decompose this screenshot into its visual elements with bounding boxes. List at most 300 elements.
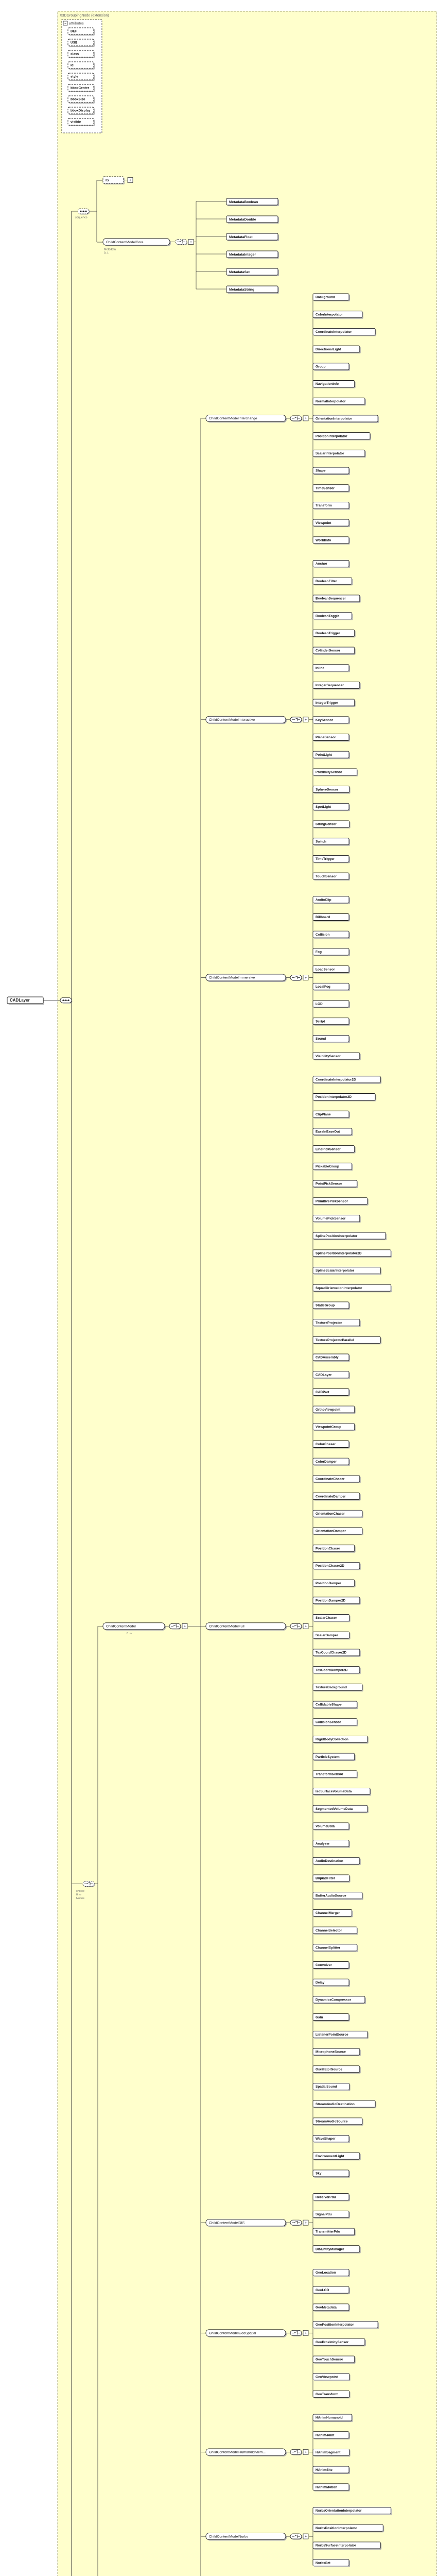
- element-box-receiverpdu[interactable]: [313, 2194, 350, 2201]
- element-box-primitivepicksensor[interactable]: [313, 1198, 369, 1206]
- element-box-script[interactable]: [313, 1018, 350, 1026]
- choice-occurs: 0..∞: [76, 1893, 82, 1896]
- element-box-geolod[interactable]: [313, 2286, 350, 2294]
- element-box-volumepicksensor[interactable]: [313, 1215, 361, 1223]
- element-box-squadorientationinterpolator[interactable]: [313, 1284, 392, 1292]
- element-label: bboxSize: [71, 97, 85, 101]
- element-label: ListenerPointSource: [316, 2033, 348, 2037]
- element-box-navigationinfo[interactable]: [313, 381, 356, 388]
- element-box-particlesystem[interactable]: [313, 1753, 356, 1761]
- element-label: SplinePositionInterpolator2D: [316, 1251, 362, 1256]
- element-box-hanimhumanoid[interactable]: [313, 2414, 353, 2422]
- element-label: Gain: [316, 2015, 323, 2020]
- group-box-childcontentmodelinterchange[interactable]: [206, 415, 287, 422]
- group-box-childcontentmodelgeospatial[interactable]: [206, 2330, 287, 2337]
- element-box-convolver[interactable]: [313, 1962, 350, 1970]
- element-box-positiondamper2d[interactable]: [313, 1597, 361, 1605]
- element-label: EaseInEaseOut: [316, 1130, 340, 1134]
- element-label: SquadOrientationInterpolator: [316, 1286, 362, 1290]
- element-box-textureprojector[interactable]: [313, 1319, 361, 1327]
- element-label: Billboard: [316, 916, 330, 920]
- element-box-cadlayer[interactable]: [313, 1371, 350, 1379]
- element-label: MetadataFloat: [229, 235, 253, 239]
- group-box-childcontentmodelhumanoidanim[interactable]: [206, 2449, 287, 2456]
- element-box-anchor[interactable]: [313, 561, 350, 568]
- element-label: Fog: [316, 950, 322, 954]
- element-label: ChannelSplitter: [316, 1946, 341, 1950]
- element-box-booleanfilter[interactable]: [313, 578, 353, 585]
- element-box-orthoviewpoint[interactable]: [313, 1406, 356, 1414]
- element-box-hanimsegment[interactable]: [313, 2449, 351, 2456]
- element-box-hanimsite[interactable]: [313, 2466, 350, 2474]
- element-box-orientationchaser[interactable]: [313, 1510, 363, 1518]
- element-label: ChannelSelector: [316, 1928, 342, 1933]
- element-label: CoordinateChaser: [316, 1477, 345, 1481]
- element-box-hanimmotion[interactable]: [313, 2484, 350, 2492]
- element-label: GeoLOD: [316, 2288, 329, 2292]
- choice-compositor: [169, 1623, 187, 1630]
- sequence-compositor: [60, 998, 73, 1004]
- element-label: ParticleSystem: [316, 1755, 340, 1759]
- element-box-viewpointgroup[interactable]: [313, 1423, 356, 1431]
- element-box-metadataset[interactable]: [226, 268, 279, 276]
- element-box-loadsensor[interactable]: [313, 966, 350, 974]
- element-box-geometadata[interactable]: [313, 2304, 350, 2312]
- element-box-transformsensor[interactable]: [313, 1771, 358, 1778]
- element-box-switch[interactable]: [313, 838, 350, 846]
- element-box-geoproximitysensor[interactable]: [313, 2338, 366, 2346]
- element-label: ViewpointGroup: [316, 1425, 342, 1429]
- element-box-texcoorddamper2d[interactable]: [313, 1667, 361, 1674]
- element-label: SpotLight: [316, 805, 331, 809]
- element-label: TransmitterPdu: [316, 2230, 340, 2234]
- element-label: AudioDestination: [316, 1859, 343, 1863]
- element-box-coordinateinterpolator[interactable]: [313, 328, 376, 336]
- element-box-directionallight[interactable]: [313, 346, 361, 353]
- choice-compositor: [290, 975, 308, 981]
- element-label: ClipPlane: [316, 1112, 331, 1116]
- element-label: GeoMetadata: [316, 2306, 337, 2310]
- element-box-viewpoint[interactable]: [313, 519, 350, 527]
- element-label: CylinderSensor: [316, 649, 341, 653]
- element-label: MetadataString: [229, 287, 255, 292]
- element-label: TexCoordDamper2D: [316, 1668, 348, 1672]
- choice-compositor: [290, 2220, 308, 2226]
- element-box-orientationdamper[interactable]: [313, 1528, 363, 1535]
- svg-text:+: +: [304, 976, 307, 980]
- element-label: DynamicsCompressor: [316, 1998, 351, 2002]
- element-box-collision[interactable]: [313, 931, 350, 939]
- element-box-staticgroup[interactable]: [313, 1302, 350, 1310]
- group-label: ChildContentModelHumanoidAnim...: [209, 2450, 266, 2454]
- element-label: CADLayer: [10, 998, 30, 1003]
- element-box-nurbsorientationinterpolator[interactable]: [313, 2507, 392, 2515]
- element-box-channelselector[interactable]: [313, 1927, 358, 1935]
- element-label: ReceiverPdu: [316, 2195, 336, 2199]
- element-label: Sky: [316, 2172, 322, 2176]
- group-box-childcontentmodelinteractive[interactable]: [206, 716, 287, 724]
- element-box-keysensor[interactable]: [313, 717, 350, 724]
- choice-compositor: [290, 2330, 308, 2336]
- element-label: Sound: [316, 1037, 326, 1041]
- element-box-id[interactable]: [68, 62, 95, 70]
- element-box-clipplane[interactable]: [313, 1111, 350, 1118]
- choice-compositor: [290, 1623, 308, 1630]
- element-label: ColorDamper: [316, 1460, 337, 1464]
- element-box-spheresensor[interactable]: [313, 786, 351, 794]
- element-label: DEF: [71, 29, 77, 33]
- element-box-booleantrigger[interactable]: [313, 630, 356, 637]
- element-label: TexCoordChaser2D: [316, 1651, 347, 1655]
- element-box-scalarinterpolator[interactable]: [313, 450, 366, 457]
- element-box-metadataboolean[interactable]: [226, 198, 279, 206]
- element-label: ChannelMerger: [316, 1911, 340, 1916]
- element-box-billboard[interactable]: [313, 914, 350, 922]
- element-box-coordinatechaser[interactable]: [313, 1476, 361, 1483]
- element-box-metadatainteger[interactable]: [226, 251, 279, 259]
- element-box-biquadfilter[interactable]: [313, 1875, 351, 1883]
- element-label: CoordinateInterpolator: [316, 330, 352, 334]
- element-label: MetadataBoolean: [229, 200, 258, 204]
- element-label: HAnimSite: [316, 2468, 332, 2472]
- element-box-background[interactable]: [313, 294, 350, 301]
- element-box-streamaudiodestination[interactable]: [313, 2100, 376, 2108]
- element-label: style: [71, 75, 78, 79]
- element-label: GeoTransform: [316, 2393, 339, 2397]
- element-label: ProximitySensor: [316, 770, 342, 774]
- svg-text:+: +: [304, 2450, 307, 2454]
- element-label: TransformSensor: [316, 1772, 343, 1776]
- element-box-use[interactable]: [68, 39, 95, 47]
- element-box-coordinateinterpolator2d[interactable]: [313, 1076, 381, 1084]
- element-box-stringsensor[interactable]: [313, 821, 351, 828]
- element-box-streamaudiosource[interactable]: [313, 2118, 363, 2126]
- element-box-booleansequencer[interactable]: [313, 595, 361, 603]
- element-box-colorchaser[interactable]: [313, 1441, 350, 1449]
- element-box-nurbspositioninterpolator[interactable]: [313, 2524, 384, 2532]
- element-box-nurbsset[interactable]: [313, 2560, 350, 2567]
- element-box-easeineaseout[interactable]: [313, 1128, 353, 1136]
- element-label: IntegerSequencer: [316, 684, 344, 688]
- element-label: PlaneSensor: [316, 736, 336, 740]
- child-model-occurs: 0..∞: [127, 1632, 132, 1635]
- group-box-childcontentmodeldis[interactable]: [206, 2219, 287, 2227]
- svg-text:+: +: [304, 2221, 307, 2225]
- element-label: VolumeData: [316, 1824, 335, 1828]
- element-box-texturebackground[interactable]: [313, 1684, 363, 1691]
- element-label: PositionDamper: [316, 1581, 341, 1585]
- element-box-waveshaper[interactable]: [313, 2136, 350, 2143]
- element-label: USE: [71, 41, 78, 45]
- element-label: id: [71, 63, 74, 67]
- element-box-lod[interactable]: [313, 1001, 350, 1008]
- element-box-worldinfo[interactable]: [313, 537, 350, 545]
- element-box-hanimjoint[interactable]: [313, 2432, 350, 2439]
- element-label: Anchor: [316, 562, 327, 566]
- element-box-def[interactable]: [68, 28, 95, 36]
- group-box-childcontentmodelcore[interactable]: [103, 239, 171, 246]
- group-label: ChildContentModelInterchange: [209, 417, 257, 421]
- element-box-environmentlight[interactable]: [313, 2153, 361, 2160]
- element-box-cylindersensor[interactable]: [313, 647, 356, 655]
- element-box-is[interactable]: [103, 177, 125, 184]
- element-label: EnvironmentLight: [316, 2154, 344, 2158]
- element-box-cadassembly[interactable]: [313, 1354, 350, 1362]
- element-box-touchsensor[interactable]: [313, 873, 350, 880]
- core-group-note: Metadata: [104, 248, 116, 251]
- element-box-bboxcenter[interactable]: [68, 84, 95, 92]
- element-box-splinescalarinterpolator[interactable]: [313, 1267, 381, 1275]
- element-box-microphonesource[interactable]: [313, 2048, 361, 2056]
- element-box-linepicksensor[interactable]: [313, 1146, 356, 1154]
- svg-text:+: +: [304, 2535, 307, 2539]
- element-label: SpatialSound: [316, 2085, 337, 2089]
- element-box-audiodestination[interactable]: [313, 1857, 361, 1865]
- element-box-metadatafloat[interactable]: [226, 233, 279, 241]
- element-box-volumedata[interactable]: [313, 1823, 350, 1831]
- element-label: TextureProjector: [316, 1321, 342, 1325]
- element-label: BiquadFilter: [316, 1876, 335, 1880]
- element-label: CollisionSensor: [316, 1720, 341, 1724]
- element-label: HAnimHumanoid: [316, 2416, 343, 2420]
- element-label: VisibilitySensor: [316, 1054, 341, 1058]
- element-label: LocalFog: [316, 985, 330, 989]
- element-label: OscillatorSource: [316, 2067, 343, 2072]
- element-box-localfog[interactable]: [313, 983, 350, 991]
- element-box-oscillatorsource[interactable]: [313, 2066, 361, 2074]
- choice-compositor: [290, 2449, 308, 2455]
- element-box-disentitymanager[interactable]: [313, 2246, 361, 2253]
- element-label: ScalarChaser: [316, 1616, 337, 1620]
- element-box-positiondamper[interactable]: [313, 1580, 356, 1587]
- element-label: TextureBackground: [316, 1686, 347, 1690]
- element-box-spatialsound[interactable]: [313, 2083, 351, 2091]
- collapse-glyph: −: [64, 22, 67, 26]
- element-box-inline[interactable]: [313, 665, 350, 672]
- element-box-transform[interactable]: [313, 502, 350, 510]
- element-label: WaveShaper: [316, 2137, 336, 2141]
- element-box-splinepositioninterpolator2d[interactable]: [313, 1250, 392, 1258]
- element-label: ScalarDamper: [316, 1633, 338, 1637]
- svg-text:+: +: [304, 417, 307, 421]
- element-box-gain[interactable]: [313, 2014, 350, 2022]
- element-box-spotlight[interactable]: [313, 803, 350, 811]
- svg-text:+: +: [304, 2331, 307, 2335]
- element-box-group[interactable]: [313, 363, 350, 371]
- element-label: BooleanTrigger: [316, 632, 340, 636]
- element-label: CoordinateDamper: [316, 1495, 346, 1499]
- group-label: ChildContentModelNurbs: [209, 2535, 248, 2539]
- element-box-sky[interactable]: [313, 2170, 350, 2178]
- element-label: LinePickSensor: [316, 1147, 341, 1151]
- element-box-orientationinterpolator[interactable]: [313, 415, 379, 423]
- element-label: Delay: [316, 1980, 325, 1985]
- element-label: TimeSensor: [316, 486, 335, 490]
- element-label: Inline: [316, 666, 324, 670]
- element-label: IsoSurfaceVolumeData: [316, 1790, 352, 1794]
- element-box-planesensor[interactable]: [313, 734, 350, 742]
- element-box-coordinatedamper[interactable]: [313, 1493, 361, 1501]
- element-box-geotouchsensor[interactable]: [313, 2356, 356, 2364]
- element-box-rigidbodycollection[interactable]: [313, 1736, 369, 1743]
- element-box-listenerpointsource[interactable]: [313, 2031, 369, 2039]
- element-box-metadatastring[interactable]: [226, 286, 279, 294]
- svg-text:+: +: [304, 718, 307, 722]
- group-label: ChildContentModelDIS: [209, 2221, 245, 2225]
- element-box-positioninterpolator[interactable]: [313, 433, 371, 440]
- element-box-timesensor[interactable]: [313, 485, 350, 493]
- choice-label: choice: [76, 1889, 84, 1893]
- element-box-positioninterpolator2d[interactable]: [313, 1094, 376, 1101]
- element-label: IntegerTrigger: [316, 701, 338, 705]
- group-label: ChildContentModel: [106, 1624, 136, 1629]
- element-label: PositionChaser: [316, 1547, 340, 1551]
- element-label: ColorInterpolator: [316, 313, 343, 317]
- element-box-timetrigger[interactable]: [313, 855, 350, 863]
- element-label: BooleanToggle: [316, 614, 340, 618]
- element-box-splinepositioninterpolator[interactable]: [313, 1232, 387, 1240]
- element-label: TimeTrigger: [316, 857, 335, 861]
- element-label: Background: [316, 295, 335, 299]
- element-label: Script: [316, 1020, 325, 1024]
- element-box-visible[interactable]: [68, 118, 95, 126]
- element-label: WorldInfo: [316, 538, 331, 543]
- element-label: IS: [106, 178, 109, 182]
- group-box-childcontentmodelimmersive[interactable]: [206, 974, 287, 982]
- type-panel: [58, 11, 436, 2576]
- element-box-signalpdu[interactable]: [313, 2211, 350, 2218]
- element-label: KeySensor: [316, 718, 333, 722]
- element-label: SignalPdu: [316, 2213, 332, 2217]
- element-box-isosurfacevolumedata[interactable]: [313, 1788, 371, 1796]
- element-box-visibilitysensor[interactable]: [313, 1053, 361, 1060]
- choice-compositor: [290, 717, 308, 723]
- group-box-childcontentmodel[interactable]: [103, 1623, 166, 1631]
- element-box-collidableshape[interactable]: [313, 1701, 358, 1709]
- element-box-segmentedvolumedata[interactable]: [313, 1805, 369, 1813]
- element-label: GeoViewpoint: [316, 2375, 338, 2379]
- element-box-integertrigger[interactable]: [313, 699, 356, 707]
- element-label: HAnimJoint: [316, 2433, 335, 2437]
- element-box-transmitterpdu[interactable]: [313, 2228, 356, 2236]
- element-label: PointLight: [316, 753, 332, 757]
- element-box-nurbssurfaceinterpolator[interactable]: [313, 2542, 381, 2550]
- element-box-bboxsize[interactable]: [68, 96, 95, 104]
- element-label: Convolver: [316, 1963, 332, 1968]
- element-label: NurbsPositionInterpolator: [316, 2526, 357, 2530]
- element-box-geotransform[interactable]: [313, 2391, 351, 2398]
- element-label: BooleanFilter: [316, 579, 337, 583]
- element-box-dynamicscompressor[interactable]: [313, 1996, 366, 2004]
- element-label: Collision: [316, 933, 330, 937]
- element-label: StreamAudioSource: [316, 2120, 348, 2124]
- element-box-colorinterpolator[interactable]: [313, 311, 363, 319]
- group-box-childcontentmodelnurbs[interactable]: [206, 2533, 287, 2541]
- element-box-analyser[interactable]: [313, 1840, 350, 1848]
- element-box-positionchaser[interactable]: [313, 1545, 356, 1553]
- element-box-geopositioninterpolator[interactable]: [313, 2321, 379, 2329]
- element-box-pickablegroup[interactable]: [313, 1163, 353, 1171]
- element-label: MetadataInteger: [229, 252, 256, 257]
- element-label: CollidableShape: [316, 1703, 342, 1707]
- element-label: TouchSensor: [316, 874, 337, 878]
- expand-glyph: +: [129, 178, 132, 182]
- element-box-normalinterpolator[interactable]: [313, 398, 366, 405]
- element-box-bboxdisplay[interactable]: [68, 107, 95, 115]
- element-box-geolocation[interactable]: [313, 2269, 350, 2277]
- element-box-bufferaudiosource[interactable]: [313, 1892, 363, 1900]
- element-box-scalarchaser[interactable]: [313, 1615, 351, 1622]
- element-box-audioclip[interactable]: [313, 896, 350, 904]
- element-box-colordamper[interactable]: [313, 1458, 350, 1466]
- element-box-sound[interactable]: [313, 1035, 350, 1043]
- element-label: HAnimSegment: [316, 2451, 341, 2455]
- element-box-shape[interactable]: [313, 467, 350, 475]
- element-box-texcoordchaser2d[interactable]: [313, 1649, 361, 1657]
- element-label: PositionDamper2D: [316, 1599, 346, 1603]
- element-box-delay[interactable]: [313, 1979, 350, 1987]
- group-label: ChildContentModelInteractive: [209, 718, 255, 722]
- element-label: GeoTouchSensor: [316, 2358, 343, 2362]
- element-box-cadpart[interactable]: [313, 1388, 350, 1396]
- group-box-childcontentmodelfull[interactable]: [206, 1623, 287, 1631]
- element-label: PositionChaser2D: [316, 1564, 344, 1568]
- element-label: Group: [316, 365, 326, 369]
- element-label: NurbsOrientationInterpolator: [316, 2509, 362, 2513]
- element-label: bboxCenter: [71, 86, 90, 90]
- element-label: CoordinateInterpolator2D: [316, 1078, 356, 1082]
- element-box-pointpicksensor[interactable]: [313, 1180, 358, 1188]
- element-box-scalardamper[interactable]: [313, 1632, 351, 1639]
- group-label: ChildContentModelImmersive: [209, 976, 255, 980]
- element-label: NurbsSet: [316, 2561, 330, 2565]
- element-label: MetadataDouble: [229, 217, 256, 222]
- element-label: visible: [71, 120, 81, 124]
- element-box-integersequencer[interactable]: [313, 682, 361, 689]
- element-label: CADPart: [316, 1391, 329, 1395]
- element-label: Transform: [316, 504, 332, 508]
- element-label: LOD: [316, 1002, 323, 1006]
- element-box-class[interactable]: [68, 50, 95, 58]
- element-box-booleantoggle[interactable]: [313, 613, 353, 620]
- element-label: MicrophoneSource: [316, 2050, 346, 2054]
- element-box-geoviewpoint[interactable]: [313, 2374, 351, 2381]
- element-box-proximitysensor[interactable]: [313, 769, 358, 776]
- sequence-compositor: [78, 209, 90, 215]
- element-box-fog[interactable]: [313, 948, 350, 956]
- element-box-metadatadouble[interactable]: [226, 216, 279, 224]
- element-box-pointlight[interactable]: [313, 751, 350, 759]
- element-label: CADAssembly: [316, 1355, 339, 1360]
- element-label: OrientationInterpolator: [316, 417, 352, 421]
- element-box-textureprojectorparallel[interactable]: [313, 1336, 381, 1344]
- element-box-cadlayer[interactable]: [7, 997, 44, 1005]
- element-label: NurbsSurfaceInterpolator: [316, 2544, 356, 2548]
- element-label: PositionInterpolator2D: [316, 1095, 352, 1099]
- element-label: SegmentedVolumeData: [316, 1807, 353, 1811]
- element-box-channelmerger[interactable]: [313, 1909, 353, 1917]
- element-label: RigidBodyCollection: [316, 1738, 348, 1742]
- element-label: DirectionalLight: [316, 347, 341, 351]
- element-label: CADLayer: [316, 1373, 332, 1377]
- element-box-style[interactable]: [68, 73, 95, 81]
- element-label: PrimitivePickSensor: [316, 1199, 348, 1204]
- element-box-channelsplitter[interactable]: [313, 1944, 358, 1952]
- element-label: GeoLocation: [316, 2271, 336, 2275]
- element-box-collisionsensor[interactable]: [313, 1719, 358, 1726]
- element-label: SphereSensor: [316, 788, 339, 792]
- element-box-positionchaser2d[interactable]: [313, 1562, 361, 1570]
